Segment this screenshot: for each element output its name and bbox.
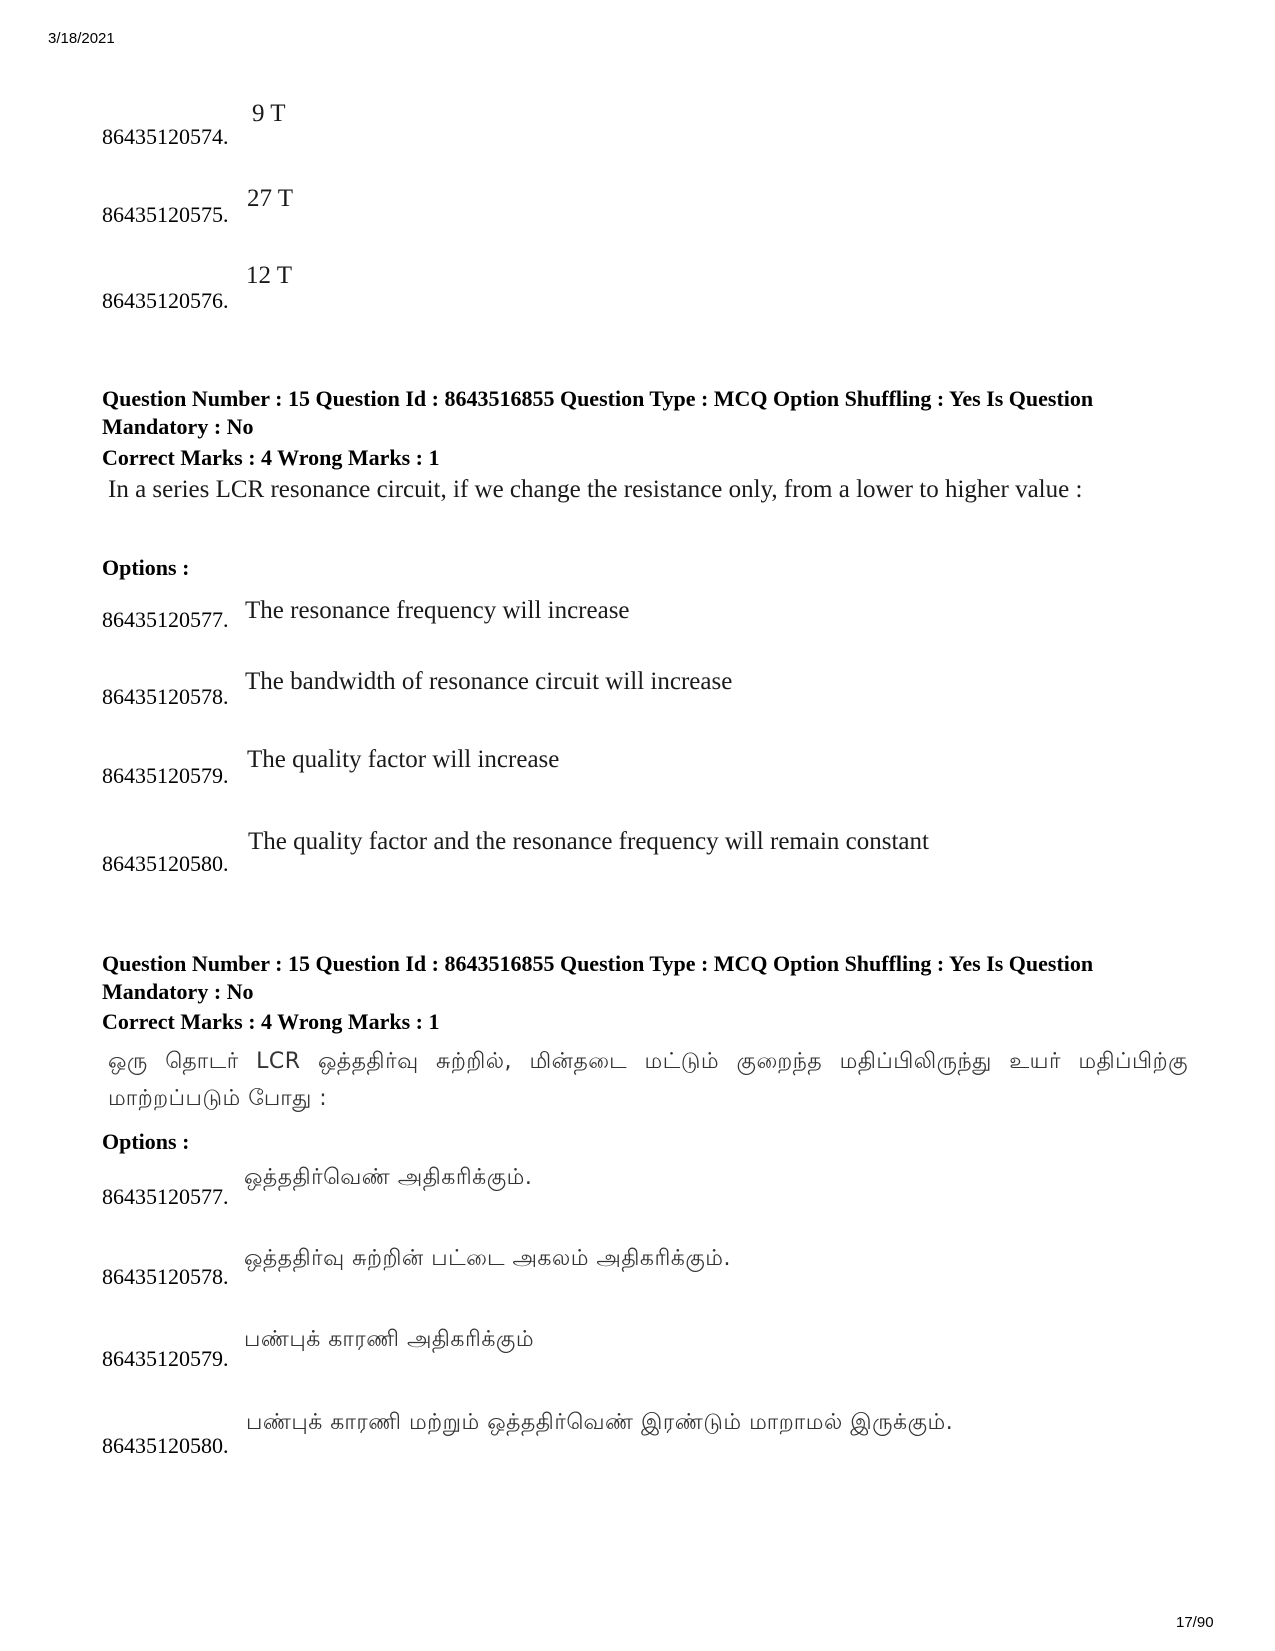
option-text: 9 T	[252, 100, 286, 127]
option-id: 86435120577.	[102, 607, 229, 632]
question-header: Question Number : 15 Question Id : 8643516855 Question Type : MCQ Option Shuffling : Yes Is Question Mandatory : No	[102, 951, 1094, 1004]
page-number: 17/90	[1176, 1614, 1214, 1631]
print-date: 3/18/2021	[48, 30, 115, 47]
option-text: 12 T	[246, 262, 293, 289]
option-id: 86435120576.	[102, 288, 229, 313]
option-id: 86435120574.	[102, 124, 229, 149]
option-text: 27 T	[247, 185, 294, 212]
option-id: 86435120580.	[102, 1433, 229, 1458]
option-text: ஒத்ததிர்வெண் அதிகரிக்கும்.	[244, 1165, 533, 1190]
option-text: ஒத்ததிர்வு சுற்றின் பட்டை அகலம் அதிகரிக்கும்.	[244, 1246, 731, 1271]
option-text: The resonance frequency will increase	[245, 597, 630, 624]
options-label: Options :	[102, 555, 190, 580]
option-id: 86435120578.	[102, 1264, 229, 1289]
option-text: பண்புக் காரணி அதிகரிக்கும்	[244, 1327, 535, 1352]
question-text: ஒரு தொடர் LCR ஒத்ததிர்வு சுற்றில், மின்தடை மட்டும் குறைந்த மதிப்பிலிருந்து உயர் மதிப்பிற்கு மாற்றப்படும் போது :	[108, 1049, 1188, 1111]
option-text: The quality factor will increase	[247, 746, 560, 773]
option-id: 86435120577.	[102, 1184, 229, 1209]
option-id: 86435120580.	[102, 851, 229, 876]
option-text: The bandwidth of resonance circuit will increase	[245, 668, 733, 695]
question-text: In a series LCR resonance circuit, if we change the resistance only, from a lower to higher value :	[108, 476, 1083, 503]
options-label: Options :	[102, 1129, 190, 1154]
question-marks: Correct Marks : 4 Wrong Marks : 1	[102, 445, 440, 470]
option-id: 86435120575.	[102, 202, 229, 227]
option-text: பண்புக் காரணி மற்றும் ஒத்ததிர்வெண் இரண்டும் மாறாமல் இருக்கும்.	[246, 1410, 954, 1435]
option-text: The quality factor and the resonance frequency will remain constant	[248, 828, 929, 855]
option-id: 86435120579.	[102, 1346, 229, 1371]
question-header: Question Number : 15 Question Id : 8643516855 Question Type : MCQ Option Shuffling : Yes Is Question Mandatory : No	[102, 386, 1094, 439]
option-id: 86435120578.	[102, 684, 229, 709]
question-marks: Correct Marks : 4 Wrong Marks : 1	[102, 1009, 440, 1034]
option-id: 86435120579.	[102, 763, 229, 788]
